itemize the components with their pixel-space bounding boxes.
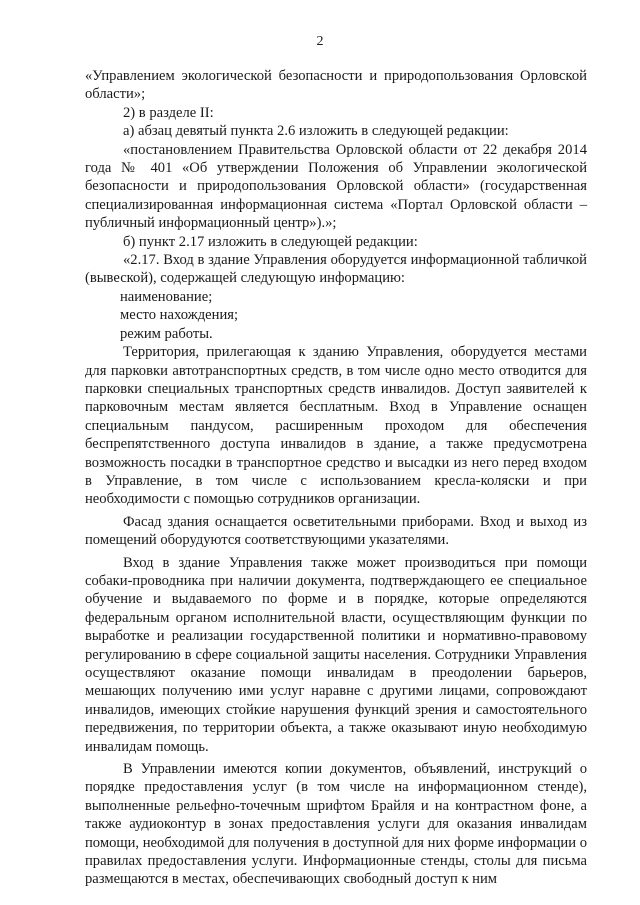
paragraph-resolution-quote: «постановлением Правительства Орловской области от 22 декабря 2014 года № 401 «Об утверждении Положения об Управлении экологической безопасности и природопользования Орловской области» (государственная специализированная информационная система «Портал Орловской области – публичный информационный центр»).»; bbox=[85, 141, 587, 232]
paragraph-2-17: «2.17. Вход в здание Управления оборудуется информационной табличкой (вывеской), содержащей следующую информацию: bbox=[85, 252, 587, 287]
list-item-name: наименование; bbox=[120, 288, 213, 305]
page-number: 2 bbox=[316, 34, 324, 49]
paragraph-item-a: а) абзац девятый пункта 2.6 изложить в следующей редакции: bbox=[123, 123, 509, 140]
list-item-schedule: режим работы. bbox=[120, 325, 213, 342]
document-body bbox=[85, 67, 587, 889]
paragraph-braille-documents: В Управлении имеются копии документов, объявлений, инструкций о порядке предоставления услуг (в том числе на информационном стенде), выполненные рельефно-точечным шрифтом Брайля и на контрастном фоне, а также аудиоконтур в зонах предоставления услуги для оказания инвалидам помощи, необходимой для получения в доступной для них форме информации о правилах предоставления услуги. Информационные стенды, столы для письма размещаются в местах, обеспечивающих свободный доступ к ним bbox=[85, 761, 587, 888]
paragraph-guide-dog: Вход в здание Управления также может производиться при помощи собаки-проводника при наличии документа, подтверждающего ее специальное обучение и выдаваемого по форме и в порядке, которые определяются федеральным органом исполнительной власти, осуществляющим функции по выработке и реализации государственной политики и нормативно-правовому регулированию в сфере социальной защиты населения. Сотрудники Управления осуществляют оказание помощи инвалидам в преодолении барьеров, мешающих получению ими услуг наравне с другими лицами, сопровождают инвалидов, имеющих стойкие нарушения функций зрения и самостоятельного передвижения, по территории объекта, а также оказывают иную необходимую инвалидам помощь. bbox=[85, 554, 587, 755]
paragraph-section-ii: 2) в разделе II: bbox=[123, 104, 214, 121]
paragraph-item-b: б) пункт 2.17 изложить в следующей редакции: bbox=[123, 233, 418, 250]
paragraph-facade: Фасад здания оснащается осветительными приборами. Вход и выход из помещений оборудуются соответствующими указателями. bbox=[85, 513, 587, 549]
list-item-location: место нахождения; bbox=[120, 307, 239, 324]
paragraph-territory: Территория, прилегающая к зданию Управления, оборудуется местами для парковки автотранспортных средств, в том числе одно место отводится для парковки специальных транспортных средств инвалидов. Доступ заявителей к парковочным местам является бесплатным. Вход в Управление оснащен специальным пандусом, расширенным проходом для обеспечения беспрепятственного доступа инвалидов в здание, а также предусмотрена возможность посадки в транспортное средство и высадки из него перед входом в Управление, в том числе с использованием кресла-коляски и при необходимости с помощью сотрудников организации. bbox=[85, 344, 587, 508]
paragraph-continuation: «Управлением экологической безопасности и природопользования Орловской области»; bbox=[85, 68, 587, 103]
